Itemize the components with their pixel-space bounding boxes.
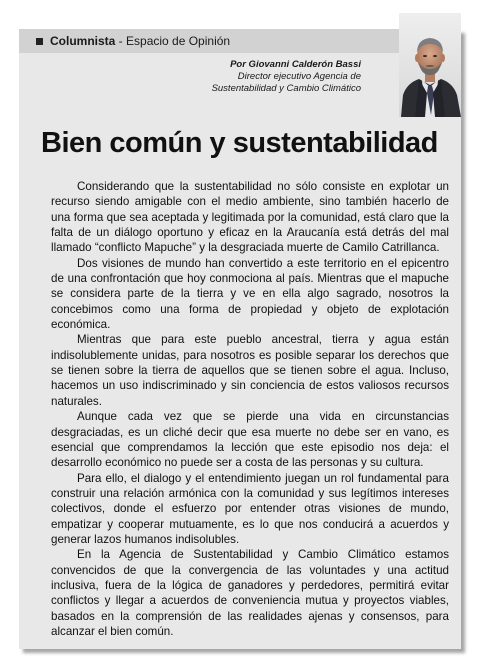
article-paragraph: Dos visiones de mundo han convertido a este territorio en el epicentro de una confrontación que hoy conmociona al país. Mientras que el mapuche se considera parte de la tierra y ve en ella algo sagrado, nosotros la concebimos como una forma de propiedad y objeto de explotación económica.: [51, 256, 449, 332]
newspaper-column: [19, 29, 461, 649]
section-header-bar: [19, 29, 461, 53]
author-photo: [399, 13, 461, 117]
square-bullet-icon: [36, 38, 43, 45]
article-paragraph: Para ello, el dialogo y el entendimiento juegan un rol fundamental para construir una relación armónica con la comunidad y sus legítimos intereses colectivos, donde el esfuerzo por entender otras visiones de mundo, empatizar y cooperar mutuamente, es lo que nos conducirá a acuerdos y generar lazos humanos indisolubles.: [51, 471, 449, 546]
author-name: Por Giovanni Calderón Bassi: [230, 59, 361, 70]
subsection-name: Espacio de Opinión: [126, 34, 231, 48]
article-body: [51, 179, 449, 639]
author-role-line1: Director ejecutivo Agencia de: [237, 71, 361, 82]
author-role-line2: Sustentabilidad y Cambio Climático: [211, 83, 361, 94]
article-paragraph: Considerando que la sustentabilidad no sólo consiste en explotar un recurso siendo amigable con el medio ambiente, sino también hacerlo de una forma que sea aceptada y legitimada por la comunidad, está claro que la falta de un diálogo oportuno y eficaz en la Araucanía está detrás del mal llamado “conflicto Mapuche” y la desgraciada muerte de Camilo Catrillanca.: [51, 180, 449, 255]
author-byline: [212, 59, 361, 95]
section-label: [50, 34, 230, 48]
article-title: Bien común y sustentabilidad: [41, 127, 438, 159]
article-paragraph: Aunque cada vez que se pierde una vida en circunstancias desgraciadas, es un cliché decir que esa muerte no debe ser en vano, es esencial que comprendamos la lección que este episodio nos deja: el desarrollo económico no puede ser a costa de las personas y su cultura.: [51, 410, 449, 470]
section-name: Columnista: [50, 34, 116, 48]
article-paragraph: En la Agencia de Sustentabilidad y Cambio Climático estamos convencidos de que la convergencia de las voluntades y una actitud inclusiva, fuera de la lógica de ganadores y perdedores, permitirá evitar conflictos y llegar a acuerdos de conveniencia mutua y proyectos viables, basados en la comprensión de las realidades ajenas y consensos, para alcanzar el bien común.: [51, 548, 449, 638]
section-separator: -: [115, 34, 127, 48]
article-paragraph: Mientras que para este pueblo ancestral, tierra y agua están indisolublemente unidas, para nosotros es posible separar los derechos que se tienen sobre la tierra de aquellos que se tienen sobre el agua. Incluso, hacemos un uso indiscriminado y sin conciencia de estos valiosos recursos naturales.: [51, 333, 449, 408]
